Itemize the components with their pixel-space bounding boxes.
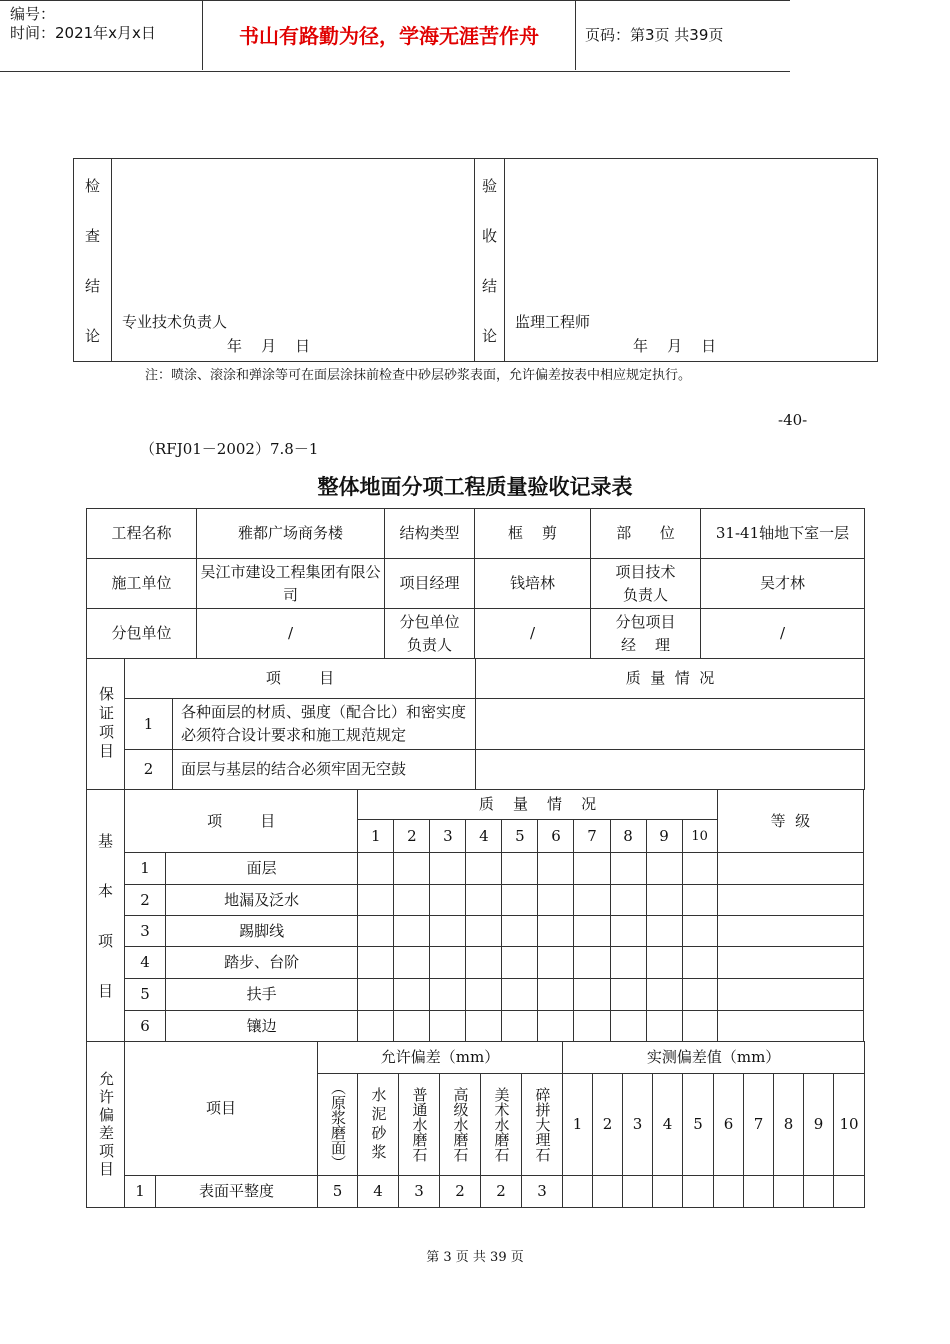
guarantee-quality-header: 质 量 情 况 [476, 659, 865, 699]
basic-row [87, 853, 864, 885]
allow-value: 3 [399, 1176, 440, 1208]
basic-section-label [87, 790, 125, 1042]
basic-row [87, 1011, 864, 1042]
allow-value: 3 [522, 1176, 563, 1208]
basic-item-header: 项 目 [125, 790, 358, 853]
info-table [86, 508, 865, 659]
basic-row-no: 1 [125, 853, 166, 885]
tolerance-row-name: 表面平整度 [156, 1176, 318, 1208]
check-label-char: 查 [84, 227, 100, 245]
check-signer: 专业技术负责人 [122, 313, 228, 331]
guarantee-item-no: 2 [125, 750, 173, 790]
check-label-char: 结 [84, 277, 100, 295]
allow-value: 5 [318, 1176, 358, 1208]
conclusion-table [73, 158, 878, 362]
type-text: （原浆磨面） [329, 1079, 348, 1170]
check-conclusion-cell [112, 159, 475, 362]
type-header [440, 1074, 481, 1176]
guarantee-item-text: 各种面层的材质、强度（配合比）和密实度必须符合设计要求和施工规范规定 [173, 699, 476, 750]
accept-date: 年 月 日 [633, 337, 717, 355]
basic-row-no: 5 [125, 979, 166, 1011]
type-text: 普通水磨石 [410, 1087, 429, 1162]
tolerance-section-text: 允许偏差项目 [97, 1070, 115, 1179]
type-header [318, 1074, 358, 1176]
type-header [522, 1074, 563, 1176]
basic-row-name: 踢脚线 [166, 916, 358, 947]
sub-pm-label: 分包项目经 理 [591, 609, 701, 659]
basic-row-no: 2 [125, 885, 166, 916]
page-marker: -40- [778, 411, 808, 429]
note: 注：喷涂、滚涂和弹涂等可在面层涂抹前检查中砂层砂浆表面，允许偏差按表中相应规定执行。 [145, 368, 692, 383]
type-header [358, 1074, 399, 1176]
type-text: 水泥砂浆 [369, 1086, 388, 1163]
basic-row [87, 947, 864, 979]
guarantee-section-text: 保证项目 [97, 686, 115, 762]
sub-head-label: 分包单位负责人 [385, 609, 475, 659]
basic-row-name: 踏步、台阶 [166, 947, 358, 979]
builder: 吴江市建设工程集团有限公司 [197, 559, 385, 609]
page-footer: 第 3 页 共 39 页 [426, 1250, 524, 1265]
measured-col-header: 10 [834, 1074, 865, 1176]
basic-row [87, 885, 864, 916]
guarantee-section-label [87, 659, 125, 790]
form-code: （RFJ01－2002）7.8－1 [140, 440, 319, 458]
guarantee-quality-cell [476, 699, 865, 750]
basic-row-no: 4 [125, 947, 166, 979]
guarantee-table [86, 658, 865, 790]
basic-row-name: 镶边 [166, 1011, 358, 1042]
page-title: 整体地面分项工程质量验收记录表 [317, 474, 633, 499]
basic-row-name: 扶手 [166, 979, 358, 1011]
basic-label-char: 项 [98, 931, 114, 950]
accept-label-cell [475, 159, 505, 362]
tolerance-item-header: 项目 [125, 1042, 318, 1176]
basic-col-header: 7 [574, 820, 610, 853]
type-text: 碎拼大理石 [533, 1087, 552, 1162]
accept-label-char: 结 [481, 277, 497, 295]
measured-col-header: 9 [804, 1074, 834, 1176]
allow-value: 2 [481, 1176, 522, 1208]
check-label-char: 检 [84, 177, 100, 195]
tolerance-row-no: 1 [125, 1176, 156, 1208]
basic-col-header: 2 [394, 820, 430, 853]
basic-label-char: 基 [98, 831, 114, 850]
guarantee-item-no: 1 [125, 699, 173, 750]
check-label-char: 论 [84, 327, 100, 345]
allow-value: 4 [358, 1176, 399, 1208]
basic-table [86, 789, 864, 1042]
basic-col-header: 4 [466, 820, 502, 853]
measured-col-header: 6 [714, 1074, 744, 1176]
basic-col-header: 1 [358, 820, 394, 853]
sub-label: 分包单位 [87, 609, 197, 659]
allow-value: 2 [440, 1176, 481, 1208]
basic-grade-header: 等 级 [717, 790, 863, 853]
project-name-label: 工程名称 [87, 509, 197, 559]
structure: 框 剪 [475, 509, 591, 559]
sub-head: / [475, 609, 591, 659]
tolerance-row [87, 1176, 865, 1208]
time-label: 时间：2021年x月x日 [10, 24, 156, 42]
basic-row-no: 6 [125, 1011, 166, 1042]
guarantee-item-header: 项 目 [125, 659, 476, 699]
basic-row [87, 979, 864, 1011]
accept-label-char: 收 [481, 227, 497, 245]
motto: 书山有路勤为径，学海无涯苦作舟 [202, 0, 576, 70]
accept-signer: 监理工程师 [515, 313, 591, 331]
header-left [0, 0, 202, 70]
guarantee-item-text: 面层与基层的结合必须牢固无空鼓 [173, 750, 476, 790]
sub: / [197, 609, 385, 659]
project-name: 雅都广场商务楼 [197, 509, 385, 559]
pm: 钱培林 [475, 559, 591, 609]
part: 31-41轴地下室一层 [701, 509, 865, 559]
measured-col-header: 8 [774, 1074, 804, 1176]
accept-label-char: 论 [481, 327, 497, 345]
part-label: 部 位 [591, 509, 701, 559]
page-header [0, 0, 790, 72]
basic-col-header: 5 [502, 820, 538, 853]
measured-col-header: 1 [563, 1074, 593, 1176]
allow-header: 允许偏差（mm） [318, 1042, 563, 1074]
basic-row-name: 地漏及泛水 [166, 885, 358, 916]
builder-label: 施工单位 [87, 559, 197, 609]
basic-label-char: 本 [98, 881, 114, 900]
check-date: 年 月 日 [227, 337, 311, 355]
measured-header: 实测偏差值（mm） [563, 1042, 865, 1074]
basic-col-header: 6 [538, 820, 574, 853]
basic-row-no: 3 [125, 916, 166, 947]
tech: 吴才林 [701, 559, 865, 609]
type-header [399, 1074, 440, 1176]
basic-row-name: 面层 [166, 853, 358, 885]
type-header [481, 1074, 522, 1176]
measured-col-header: 3 [623, 1074, 653, 1176]
basic-quality-header: 质 量 情 况 [358, 790, 717, 820]
basic-col-header: 9 [646, 820, 682, 853]
measured-col-header: 7 [744, 1074, 774, 1176]
accept-conclusion-cell [505, 159, 878, 362]
basic-row [87, 916, 864, 947]
page-info: 页码：第3页 共39页 [585, 26, 724, 44]
tolerance-section-label [87, 1042, 125, 1208]
tolerance-table [86, 1041, 865, 1208]
type-text: 高级水磨石 [451, 1087, 470, 1162]
measured-col-header: 4 [653, 1074, 683, 1176]
basic-label-char: 目 [98, 981, 114, 1000]
basic-col-header: 10 [682, 820, 717, 853]
number-label: 编号： [10, 5, 56, 23]
measured-col-header: 5 [683, 1074, 714, 1176]
guarantee-quality-cell [476, 750, 865, 790]
type-text: 美术水磨石 [492, 1087, 511, 1162]
accept-label-char: 验 [481, 177, 497, 195]
basic-col-header: 3 [430, 820, 466, 853]
tech-label: 项目技术负责人 [591, 559, 701, 609]
basic-col-header: 8 [610, 820, 646, 853]
check-label-cell [74, 159, 112, 362]
pm-label: 项目经理 [385, 559, 475, 609]
sub-pm: / [701, 609, 865, 659]
measured-col-header: 2 [593, 1074, 623, 1176]
structure-label: 结构类型 [385, 509, 475, 559]
